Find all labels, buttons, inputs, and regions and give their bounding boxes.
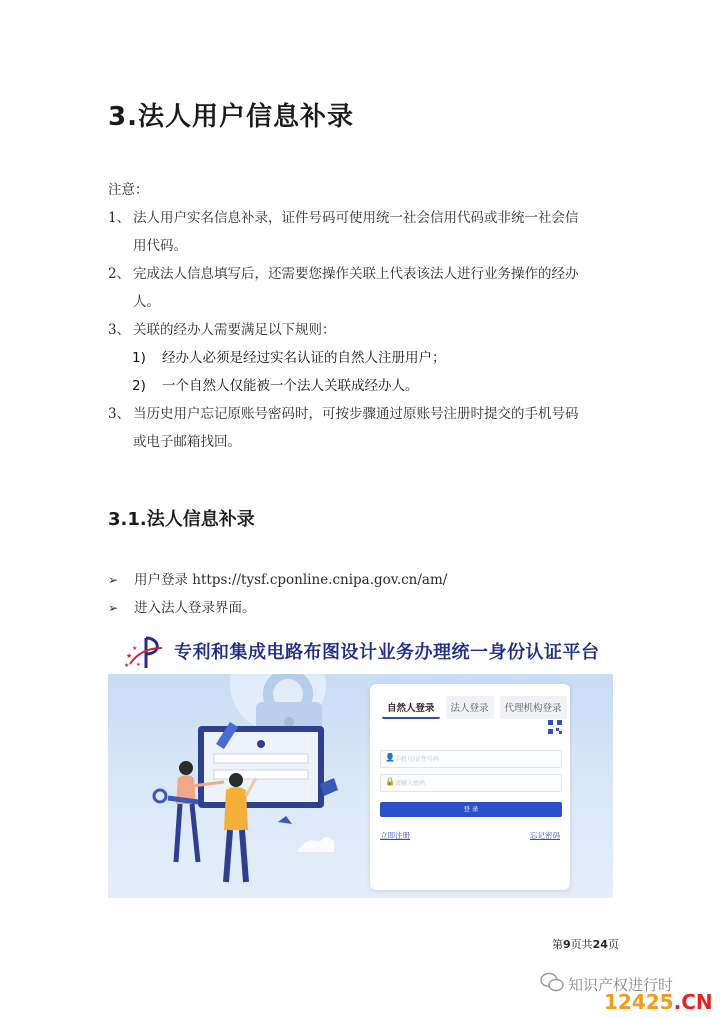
section-title: 法人信息补录 [146, 509, 255, 530]
section-heading [108, 505, 255, 531]
svg-text:★: ★ [136, 662, 141, 668]
current-page: 9 [563, 938, 571, 951]
password-input[interactable] [380, 774, 562, 792]
bullet-text: 用户登录 https://tysf.cponline.cnipa.gov.cn/am/ [134, 572, 448, 588]
note-item-number: 1、 [108, 210, 131, 226]
page-number [552, 936, 619, 952]
password-placeholder: 请输入密码 [395, 780, 426, 787]
forgot-password-link[interactable]: 忘记密码 [530, 831, 560, 840]
watermark-text: 知识产权进行时 [568, 976, 674, 994]
page-mid: 页共 [570, 938, 593, 951]
rule-number: 1) [132, 350, 146, 366]
rule-text: 一个自然人仅能被一个法人关联成经办人。 [162, 378, 419, 394]
note-item-text: 关联的经办人需要满足以下规则： [133, 322, 336, 338]
wechat-icon [540, 972, 564, 992]
page-heading [108, 96, 354, 133]
tab-legal-person[interactable]: 法人登录 [446, 696, 494, 719]
note-item-text-cont: 用代码。 [133, 238, 187, 254]
lock-icon: 🔒 [385, 777, 395, 786]
watermark [540, 970, 720, 1018]
note-item-2 [108, 260, 618, 316]
register-link[interactable]: 立即注册 [380, 831, 410, 840]
platform-banner [108, 628, 613, 674]
note-item-text: 完成法人信息填写后，还需要您操作关联上代表该法人进行业务操作的经办 [133, 266, 579, 282]
note-item-3 [108, 316, 618, 344]
heading-number: 3. [108, 102, 138, 132]
username-placeholder: 手机号/证件号码 [395, 756, 440, 763]
watermark-site [604, 990, 713, 1014]
note-item-text-cont: 人。 [133, 294, 160, 310]
cnipa-logo-icon [122, 634, 170, 670]
user-icon: 👤 [385, 753, 395, 762]
bullet-item-login-url [108, 566, 447, 594]
note-item-text: 当历史用户忘记原账号密码时，可按步骤通过原账号注册时提交的手机号码 [133, 406, 579, 422]
tab-agency[interactable]: 代理机构登录 [500, 696, 567, 719]
watermark-site-domain: .CN [673, 990, 713, 1014]
username-input[interactable] [380, 750, 562, 768]
note-item-number: 3、 [108, 406, 131, 422]
rule-number: 2) [132, 378, 146, 394]
total-pages: 24 [592, 938, 608, 951]
rule-item-2 [132, 372, 419, 400]
platform-title: 专利和集成电路布图设计业务办理统一身份认证平台 [174, 642, 600, 663]
login-page-screenshot [108, 628, 613, 898]
arrow-bullet-icon: ➢ [108, 601, 119, 615]
svg-text:★: ★ [132, 645, 138, 652]
note-item-1 [108, 204, 618, 260]
page-prefix: 第 [552, 938, 563, 951]
tab-natural-person[interactable]: 自然人登录 [382, 696, 440, 719]
rule-item-1 [132, 344, 446, 372]
login-hero [108, 674, 613, 898]
note-item-number: 3、 [108, 322, 131, 338]
arrow-bullet-icon: ➢ [108, 573, 119, 587]
note-item-text-cont: 或电子邮箱找回。 [133, 434, 241, 450]
svg-text:★: ★ [126, 652, 133, 660]
note-item-text: 法人用户实名信息补录，证件号码可使用统一社会信用代码或非统一社会信 [133, 210, 579, 226]
watermark-site-number: 12425 [604, 990, 674, 1014]
page-suffix: 页 [607, 938, 619, 951]
rule-text: 经办人必须是经过实名认证的自然人注册用户； [162, 350, 446, 366]
section-number: 3.1. [108, 509, 147, 530]
login-card [370, 684, 570, 890]
security-illustration-icon [108, 674, 373, 898]
notes-label: 注意： [108, 182, 149, 198]
login-button[interactable]: 登 录 [380, 802, 562, 817]
svg-text:★: ★ [124, 662, 130, 669]
note-item-number: 2、 [108, 266, 131, 282]
login-tabs [382, 696, 567, 719]
bullet-text: 进入法人登录界面。 [134, 600, 256, 616]
heading-title: 法人用户信息补录 [137, 102, 354, 132]
note-item-4 [108, 400, 618, 456]
bullet-item-enter-login [108, 594, 256, 622]
qr-code-icon[interactable] [548, 720, 562, 734]
